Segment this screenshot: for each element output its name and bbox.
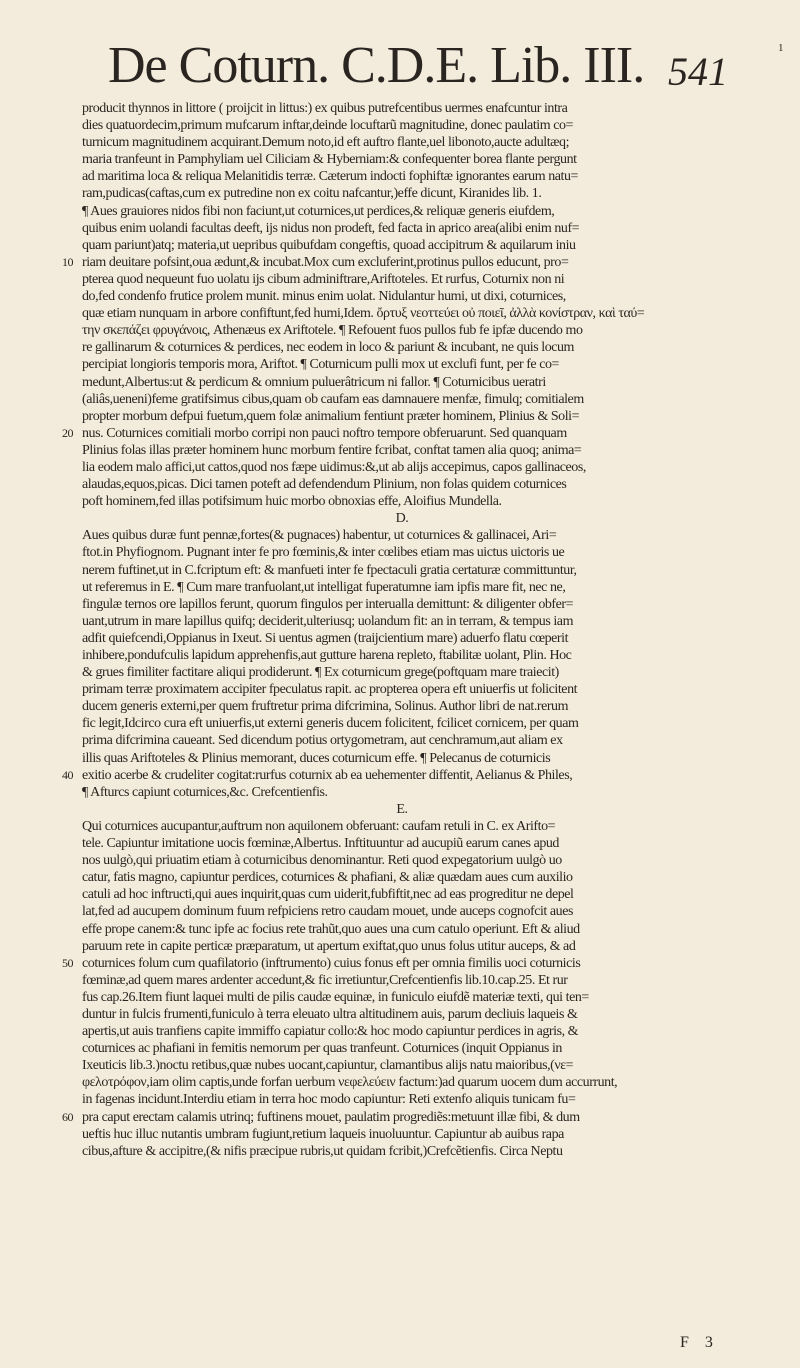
text-line: catuli ad hoc inftructi,qui aues inquirit,quas cum uiderit,fubfiftit,nec ad eas progreditur ne depel: [82, 887, 574, 903]
text-line: ducem generis externi,per quem fruftretur prima difcrimina, Solinus. Author libri de nat.rerum: [82, 699, 569, 715]
section-heading: E.: [396, 801, 408, 817]
text-line: uant,utrum in mare lapillus quifq; deciderit,ulteriusq; uolandum fit: an in terram, & tempus iam: [82, 613, 574, 629]
text-line: primam terræ proximatem accipiter fpeculatus rapit. ac propterea opera eft uniuerfis ut folicitent: [82, 682, 578, 698]
text-line: tele. Capiuntur imitatione uocis fœminæ,Albertus. Inftituuntur ad aucupiũ earum canes apud: [82, 836, 559, 852]
text-line: fœminæ,ad quem mares ardenter accedunt,& fic irretiuntur,Crefcentienfis lib.10.cap.25. Et rur: [82, 972, 568, 988]
text-line: ¶ Afturcs capiunt coturnices,&c. Crefcentienfis.: [82, 784, 328, 800]
text-line: φελοτρόφον,iam olim captis,unde forfan uerbum νεφελεύειν factum:)ad quarum uocem dum accurrunt,: [82, 1075, 618, 1091]
text-line: lia eodem malo affici,ut cattos,quod nos fæpe uidimus:&,ut ab alijs accepimus, capos gallinaceos,: [82, 459, 586, 475]
section-heading: D.: [395, 511, 409, 527]
text-line: producit thynnos in littore ( proijcit in littus:) ex quibus putrefcentibus uermes enafcuntur intra: [82, 101, 568, 116]
text-line: fic legit,Idcirco cura eft uniuerfis,ut externi generis ducem folicitent, fcilicet cornicem, per quam: [82, 716, 579, 732]
text-line: turnicum magnitudinem acquirant.Demum noto,id eft auftro flante,uel libonoto,aucte adultæq;: [82, 135, 570, 151]
text-line: in fagenas incidunt.Interdiu etiam in terra hoc modo capiuntur: Reti extenfo aliquis tunicam fu=: [82, 1092, 576, 1108]
text-line: poft hominem,fed illas potifsimum huic morbo obnoxias effe, Aloifius Mundella.: [82, 494, 502, 510]
text-line: maria tranfeunt in Pamphyliam uel Ciliciam & Hyberniam:& confequenter borea flante pergunt: [82, 152, 577, 168]
text-line: την σκεπάζει φρυγάνοις, Athenæus ex Ariftotele. ¶ Refouent fuos pullos fub fe ipfæ ducendo mo: [82, 323, 583, 339]
text-line: ad maritima loca & reliqua Melanitidis terræ. Cæterum indocti fophiftæ ignorantes earum natu=: [82, 169, 578, 185]
text-line: ueftis huc illuc nutantis umbram fugiunt,retium laqueis inuoluuntur. Capiuntur ab auibus rapa: [82, 1126, 564, 1142]
text-line: quibus enim uolandi facultas deeft, ijs nidus non prodeft, fed facta in aprico area(alibi enim nuf=: [82, 220, 580, 236]
line-number: 20: [62, 425, 74, 440]
text-line: quæ etiam nunquam in arbore confiftunt,fed humi,Idem. ὄρτυξ νεοττεύει οὐ ποιεῖ, ἀλλὰ κονίστραν, καὶ ταύ=: [82, 306, 645, 322]
text-line: ut referemus in E. ¶ Cum mare tranfuolant,ut intelligat fuperatumne iam ipfis mare fit, nec ne,: [82, 579, 566, 595]
line-number: 50: [62, 955, 74, 970]
text-line: nos uulgò,qui priuatim etiam à coturnicibus denominantur. Reti quod expegatorium uulgò uo: [82, 853, 562, 869]
text-line: (aliâs,ueneni)feme gratifsimus cibus,quam ob caufam eas damnauere menfæ, fimulq; comitialem: [82, 391, 584, 407]
text-line: dies quatuordecim,primum mufcarum inftar,deinde locuftarũ magnitudine, donec paulatim co=: [82, 118, 573, 134]
text-line: fus cap.26.Item fiunt laquei multi de pilis caudæ equinæ, in funiculo eiufdẽ materiæ texti, qui ten=: [82, 989, 589, 1005]
text-line: apertis,ut auis tranfiens capite immiffo capiatur collo:& hoc modo capiuntur perdices in agris, &: [82, 1024, 579, 1040]
text-line: pterea quod nequeunt fuo uolatu ijs cibum adminiftrare,Ariftoteles. Et rurfus, Coturnix non ni: [82, 271, 565, 287]
page-number: 541: [668, 49, 728, 94]
text-line: quam pariunt)atq; materia,ut uepribus quibufdam congeftis, quoad accipitrum & aquilarum iniu: [82, 237, 576, 253]
text-line: Qui coturnices aucupantur,auftrum non aquilonem obferuant: caufam retuli in C. ex Arifto=: [82, 818, 556, 834]
text-line: ¶ Aues grauiores nidos fibi non faciunt,ut coturnices,ut perdices,& reliquæ generis eiufdem,: [82, 203, 555, 219]
text-line: inhibere,pondufculis lapidum apprehenfis,aut gutture harena repleto, ftabilitæ uolant, Plin. Hoc: [82, 648, 572, 663]
line-number: 10: [62, 254, 74, 269]
text-line: exitio acerbe & crudeliter cogitat:rurfus coturnix ab ea uehementer diffentit, Aelianus & Philes, 40: [62, 767, 573, 783]
text-line: nus. Coturnices comitiali morbo corripi non pauci noftro tempore obferuarunt. Sed quanquam 20: [62, 425, 567, 441]
text-line: lat,fed ad aucupem dominum fuum refpiciens retro caudam mouet, unde auceps cognofcit aues: [82, 904, 573, 920]
corner-mark: 1: [778, 42, 784, 54]
text-line: Aues quibus duræ funt pennæ,fortes(& pugnaces) habentur, ut coturnices & gallinacei, Ari=: [82, 528, 557, 544]
text-line: Ixeuticis lib.3.)noctu retibus,quæ nubes uocant,capiuntur, clamantibus alijs natu maioribus,(νε=: [82, 1058, 574, 1074]
text-line: coturnices ac phafiani in femitis nemorum per quas tranfeunt. Coturnices (inquit Oppianus in: [82, 1041, 562, 1057]
text-line: pra caput erectam calamis utrinq; fuftinens mouet, paulatim progrediẽs:metuunt illæ fibi, & dum 60: [62, 1109, 580, 1125]
text-line: re gallinarum & coturnices & perdices, nec eodem in loco & pariunt & incubant, ne quis locum: [82, 340, 575, 356]
text-line: duntur in fulcis frumenti,funiculo à terra eleuato ultra altitudinem auis, parum decliuis laqueis &: [82, 1006, 578, 1022]
text-line: propter morbum defpui fuetum,quem folæ animalium fentiunt præter hominem, Plinius & Soli=: [82, 408, 580, 424]
running-head: De Coturn. C.D.E. Lib. III.: [108, 37, 645, 94]
text-line: illis quas Ariftoteles & Plinius memorant, duces coturnicum effe. ¶ Pelecanus de coturnicis: [82, 750, 551, 766]
text-line: Plinius folas illas præter hominem hunc morbum fentire fcribat, conftat tamen alia quoq; anima=: [82, 442, 582, 458]
text-line: adfit quiefcendi,Oppianus in Ixeut. Si uentus agmen (traijcientium mare) aduerfo flatu cœperit: [82, 630, 569, 646]
text-line: fingulæ ternos ore lapillos ferunt, quorum fingulos per interualla demittunt: & diligenter obfer=: [82, 596, 574, 612]
text-line: prima difcrimina caueant. Sed dicendum potius ortygometram, aut cenchramum,aut aliam ex: [82, 733, 563, 749]
text-line: cibus,afture & accipitre,(& nifis præcipue rubris,ut quidam fcribit,)Crefcẽtienfis. Circa Neptu: [82, 1143, 563, 1159]
text-line: ram,pudicas(caftas,cum ex putredine non ex coitu nafcantur,)effe dicunt, Kiranides lib. 1.: [82, 186, 542, 202]
text-body: [62, 100, 722, 1160]
text-line: coturnices folum cum quafilatorio (inftrumento) cuius fonus eft per omnia fimilis uoci coturnicis 50: [62, 955, 581, 971]
line-number: 60: [62, 1109, 74, 1124]
text-line: catur, fatis magno, capiuntur perdices, coturnices & phafiani, & aliæ quædam aues cum auxilio: [82, 870, 573, 886]
text-line: paruum rete in capite perticæ præparatum, ut apertum exiftat,quo unus folus utitur auceps, & ad: [82, 938, 576, 954]
text-line: do,fed condenfo frutice prolem munit. minus enim uolat. Nidulantur humi, ut dixi, coturnices,: [82, 289, 566, 305]
text-line: percipiat longioris temporis mora, Ariftot. ¶ Coturnicum pulli mox ut exclufi funt, per fe co=: [82, 357, 559, 373]
text-line: alaudas,equos,picas. Dici tamen poteft ad defendendum Plinium, non folas quidem coturnices: [82, 477, 567, 493]
signature-mark: F 3: [680, 1334, 719, 1351]
line-number: 40: [62, 767, 74, 782]
text-line: effe prope canem:& tunc ipfe ac focius rete trahũt,quo aues una cum catulo operiunt. Eft & aliud: [82, 921, 580, 937]
text-line: ftot.in Phyfiognom. Pugnant inter fe pro fœminis,& inter cœlibes etiam mas uictus uictoris ue: [82, 545, 565, 561]
text-line: riam deuitare pofsint,oua ædunt,& incubat.Mox cum excluferint,protinus pullos educunt, pro= 10: [62, 254, 569, 270]
text-line: nerem fuftinet,ut in C.fcriptum eft: & manfueti inter fe fpectaculi gratia certaturæ committuntur,: [82, 562, 577, 578]
page-header: [0, 36, 800, 106]
text-line: & grues fimiliter factitare aliqui prodiderunt. ¶ Ex coturnicum grege(poftquam mare traiecit): [82, 665, 559, 681]
text-line: medunt,Albertus:ut & perdicum & omnium puluerâtricum ni fallor. ¶ Coturnicibus ueratri: [82, 374, 546, 390]
